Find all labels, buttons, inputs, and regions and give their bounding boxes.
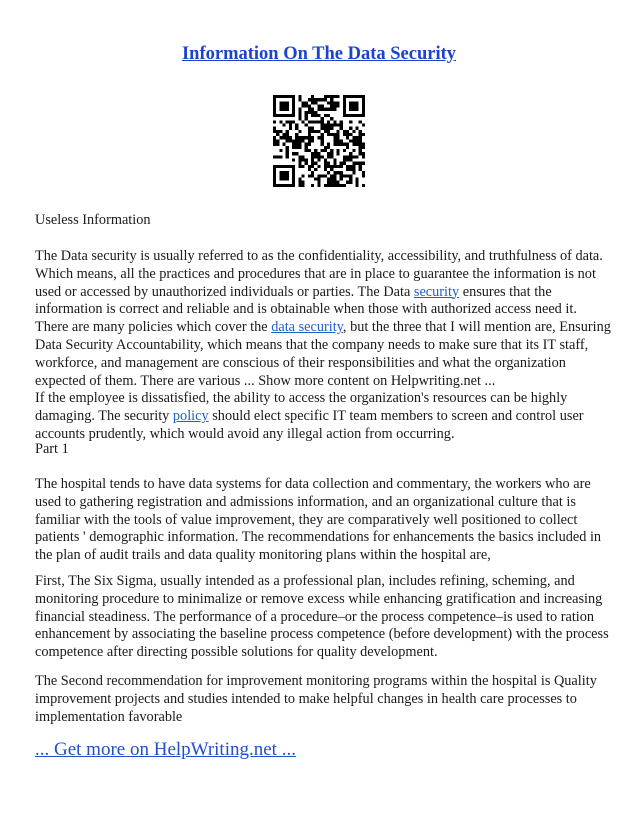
paragraph-line: workforce, and management are conscious of their responsibilities and what the organization: [35, 354, 566, 371]
section-heading-useless-information: [35, 212, 607, 230]
paragraph-line: accounts prudently, which would avoid any illegal action from occurring.: [35, 425, 455, 442]
part-heading: [35, 441, 607, 459]
line-text: ensures that the: [459, 283, 552, 300]
paragraph-line: enhancement by associating the baseline process competence (before development) with the process: [35, 626, 609, 643]
security-link[interactable]: security: [413, 283, 460, 300]
data-security-link[interactable]: data security: [271, 319, 343, 336]
six-sigma-paragraph: [35, 573, 607, 662]
qr-code-icon: [273, 95, 365, 187]
part-heading-text: Part 1: [35, 441, 69, 457]
line-text: used or accessed by unauthorized individuals or parties. The Data: [35, 283, 414, 300]
paragraph-line: expected of them. There are various ... Show more content on Helpwriting.net ...: [35, 372, 496, 389]
paragraph-line: [35, 319, 611, 337]
paragraph-line: patients ' demographic information. The recommendations for enhancements the basics included in: [35, 529, 602, 546]
policy-link[interactable]: policy: [172, 408, 209, 425]
paragraph-line: The hospital tends to have data systems for data collection and commentary, the workers who are: [35, 476, 591, 492]
paragraph-line: information is correct and reliable and is obtainable when those with authorized access need it.: [35, 301, 577, 318]
paragraph-line: competence after directing possible solutions for quality development.: [35, 644, 438, 661]
section-heading-text: Useless Information: [35, 212, 151, 228]
get-more-link[interactable]: ... Get more on HelpWriting.net ...: [35, 739, 296, 760]
paragraph-line: implementation favorable: [35, 708, 183, 725]
paragraph-line: used to gathering registration and admissions information, and an organizational culture that is: [35, 493, 576, 510]
second-recommendation-paragraph: [35, 673, 607, 726]
paragraph-line: Data Security Accountability, which means that the company needs to make sure that its IT staff,: [35, 336, 589, 353]
line-text: should elect specific IT team members to screen and control user: [208, 408, 584, 425]
paragraph-line: improvement projects and studies intended to make helpful changes in health care processes to: [35, 690, 577, 707]
paragraph-line: [35, 284, 607, 302]
paragraph-line: monitoring procedure to minimalize or remove excess while enhancing gratification and increasing: [35, 590, 603, 607]
intro-paragraph: [35, 248, 611, 444]
paragraph-line: the plan of audit trails and data quality monitoring plans within the hospital are,: [35, 547, 491, 564]
document-title[interactable]: Information On The Data Security: [181, 44, 457, 64]
paragraph-line: The Second recommendation for improvement monitoring programs within the hospital is Quality: [35, 673, 597, 689]
paragraph-line: [35, 408, 607, 426]
line-text: , but the three that I will mention are, Ensuring: [342, 319, 611, 336]
paragraph-line: First, The Six Sigma, usually intended as a professional plan, includes refining, scheming, and: [35, 573, 575, 589]
paragraph-line: familiar with the tools of value improvement, they are comparatively well positioned to collect: [35, 511, 578, 528]
paragraph-line: Which means, all the practices and procedures that are in place to guarantee the information is not: [35, 265, 596, 282]
line-text: There are many policies which cover the: [35, 319, 272, 336]
line-text: damaging. The security: [35, 408, 173, 425]
paragraph-line: If the employee is dissatisfied, the ability to access the organization's resources can be highly: [35, 390, 568, 407]
hospital-paragraph: [35, 476, 607, 565]
paragraph-line: The Data security is usually referred to as the confidentiality, accessibility, and truthfulness of data.: [35, 248, 603, 264]
paragraph-line: financial steadiness. The performance of a procedure–or the process competence–is used to ration: [35, 608, 595, 625]
